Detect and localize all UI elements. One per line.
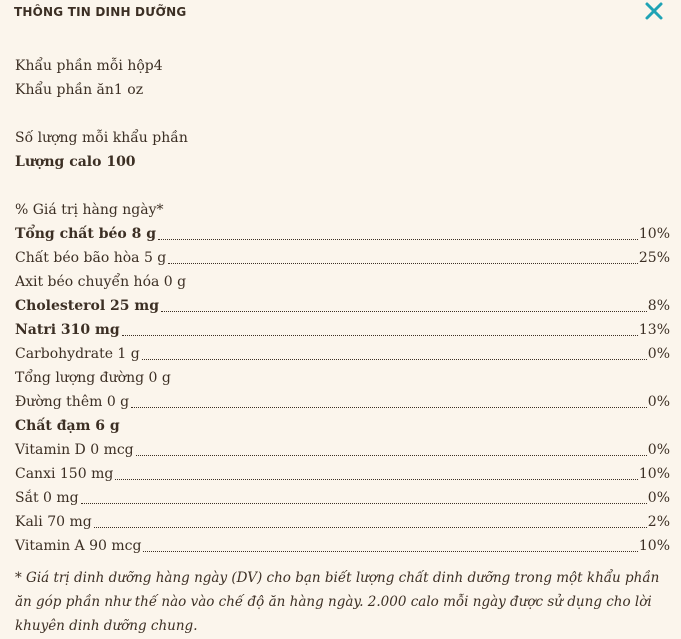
close-icon — [643, 0, 665, 22]
calories-value: Lượng calo 100 — [15, 154, 136, 170]
dotted-leader — [94, 526, 647, 528]
nutrient-daily-value: 10% — [638, 538, 670, 554]
footnote: * Giá trị dinh dưỡng hàng ngày (DV) cho bạn biết lượng chất dinh dưỡng trong một khẩu phần ăn góp phần như thế nào vào chế độ ăn hàng ngày. 2.000 calo mỗi ngày được sử dụng cho lời khuyên dinh dưỡng chung. — [15, 570, 660, 634]
nutrient-row — [15, 342, 670, 366]
nutrient-row — [15, 438, 670, 462]
nutrient-row — [15, 462, 670, 486]
nutrient-name: Carbohydrate 1 g — [15, 346, 140, 362]
nutrition-content — [15, 54, 670, 558]
daily-value-header: % Giá trị hàng ngày* — [15, 202, 164, 218]
nutrient-daily-value: 2% — [647, 514, 670, 530]
nutrient-daily-value: 0% — [647, 394, 670, 410]
nutrient-name: Canxi 150 mg — [15, 466, 114, 482]
nutrient-name: Natri 310 mg — [15, 322, 120, 338]
nutrient-name: Chất đạm 6 g — [15, 418, 120, 434]
dotted-leader — [161, 310, 647, 312]
serving-size: Khẩu phần ăn1 oz — [15, 82, 144, 98]
nutrient-daily-value: 25% — [638, 250, 670, 266]
nutrient-row — [15, 534, 670, 558]
nutrient-daily-value: 0% — [647, 490, 670, 506]
dotted-leader — [115, 478, 638, 480]
nutrient-row — [15, 510, 670, 534]
nutrient-row — [15, 414, 670, 438]
nutrient-row — [15, 486, 670, 510]
dotted-leader — [168, 262, 638, 264]
dialog-title: THÔNG TIN DINH DƯỠNG — [14, 5, 187, 19]
nutrient-row — [15, 318, 670, 342]
nutrient-name: Cholesterol 25 mg — [15, 298, 160, 314]
dotted-leader — [81, 502, 647, 504]
servings-per-container: Khẩu phần mỗi hộp4 — [15, 58, 163, 74]
nutrient-daily-value: 13% — [638, 322, 670, 338]
nutrient-row — [15, 366, 670, 390]
nutrient-name: Đường thêm 0 g — [15, 394, 130, 410]
nutrient-daily-value: 10% — [638, 466, 670, 482]
dotted-leader — [136, 454, 647, 456]
dotted-leader — [142, 358, 647, 360]
close-button[interactable] — [643, 0, 665, 22]
amount-per-serving-label: Số lượng mỗi khẩu phần — [15, 130, 188, 146]
nutrient-row — [15, 222, 670, 246]
nutrient-name: Vitamin D 0 mcg — [15, 442, 134, 458]
nutrient-name: Kali 70 mg — [15, 514, 92, 530]
nutrient-name: Axit béo chuyển hóa 0 g — [15, 274, 187, 290]
nutrient-name: Chất béo bão hòa 5 g — [15, 250, 167, 266]
nutrient-daily-value: 8% — [647, 298, 670, 314]
nutrient-row — [15, 270, 670, 294]
nutrient-name: Sắt 0 mg — [15, 490, 79, 506]
nutrient-list — [15, 222, 670, 558]
nutrient-daily-value: 0% — [647, 442, 670, 458]
nutrient-row — [15, 294, 670, 318]
dotted-leader — [122, 334, 638, 336]
nutrient-name: Tổng lượng đường 0 g — [15, 370, 171, 386]
nutrient-name: Tổng chất béo 8 g — [15, 226, 157, 242]
nutrient-daily-value: 10% — [638, 226, 670, 242]
nutrient-row — [15, 390, 670, 414]
nutrient-daily-value: 0% — [647, 346, 670, 362]
nutrient-row — [15, 246, 670, 270]
dotted-leader — [131, 406, 647, 408]
dotted-leader — [158, 238, 638, 240]
nutrient-name: Vitamin A 90 mcg — [15, 538, 142, 554]
dotted-leader — [143, 550, 637, 552]
dialog-header — [14, 2, 681, 24]
